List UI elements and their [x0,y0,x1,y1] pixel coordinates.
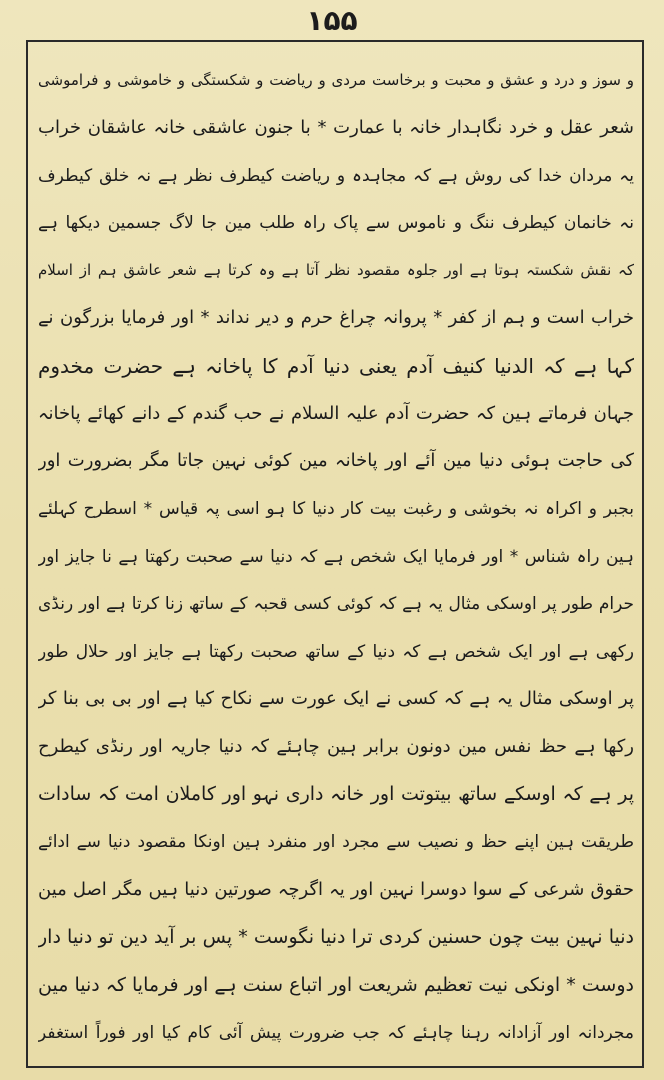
text-line: پر ہے کہ اوسکے ساتھ بیتوتت اور خانہ داری نہو اور کاملان امت کہ سادات [38,783,634,806]
text-line: شعر عقل و خرد نگاہدار خانہ با عمارت * با جنون عاشقی خانہ عاشقان خراب [38,116,634,138]
text-line: ہین راہ شناس * اور فرمایا ایک شخص ہے کہ دنیا سے صحبت رکھتا ہے نا جایز اور [38,546,634,567]
text-line: طریقت ہین اپنے حظ و نصیب سے مجرد اور منفرد ہین اونکا مقصود دنیا سے ادائے [38,832,634,853]
text-line: یہ مردان خدا کی روش ہے کہ مجاہدہ و ریاضت کیطرف نظر ہے نہ خلق کیطرف [38,165,634,186]
page-number: ۱۵۵ [306,4,358,37]
text-line: کی حاجت ہوئی دنیا مین آئے اور پاخانہ مین کوئی نہین جاتا مگر بضرورت اور [38,450,634,472]
text-line: جہان فرماتے ہین کہ حضرت آدم علیہ السلام نے حب گندم کے دانے کھائے پاخانہ [38,402,634,424]
text-line: حقوق شرعی کے سوا دوسرا نہین اور یہ اگرچہ صورتین دنیا ہیں مگر اصل مین [38,878,634,900]
text-line: کہا ہے کہ الدنیا کنیف آدم یعنی دنیا آدم کا پاخانہ ہے حضرت مخدوم [38,353,634,378]
text-line: رکھی ہے اور ایک شخص ہے کہ دنیا کے ساتھ صحبت رکھتا ہے جایز اور حلال طور [38,641,634,662]
text-line: خراب است و ہم از کفر * پروانہ چراغ حرم و دیر نداند * اور فرمایا بزرگون نے [38,307,634,329]
text-body [38,56,634,1056]
text-line: نہ خانمان کیطرف ننگ و ناموس سے پاک راہ طلب مین جا لاگ جسمین دیکھا ہے [38,213,634,234]
text-line: مجردانہ اور آزادانہ رہنا چاہئے کہ جب ضرورت پیش آئی کام کیا اور فوراً استغفر [38,1022,634,1043]
text-line: و سوز و درد و عشق و محبت و برخاست مردی و ریاضت و شکستگی و خاموشی و فراموشی [38,70,634,89]
text-line: دنیا نہین بیت چون حسنین کردی ترا دنیا نگوست * پس بر آید دین تو دنیا دار [38,926,634,949]
text-line: بجبر و اکراہ نہ بخوشی و رغبت بیت کار دنیا کا ہو اسی پہ قیاس * اسطرح کہلئے [38,498,634,519]
text-line: دوست * اونکی نیت تعظیم شریعت اور اتباع سنت ہے اور فرمایا کہ دنیا مین [38,973,634,996]
text-line: کہ نقش شکستہ ہوتا ہے اور جلوہ مقصود نظر آتا ہے وہ کرتا ہے شعر عاشق ہم از اسلام [38,261,634,280]
text-line: حرام طور پر اوسکی مثال یہ ہے کہ کوئی کسی قحبہ کے ساتھ زنا کرتا ہے اور رنڈی [38,594,634,615]
text-line: پر اوسکی مثال یہ ہے کہ کسی نے ایک عورت سے نکاح کیا ہے اور بی بی بنا کر [38,688,634,710]
text-line: رکھا ہے حظ نفس مین دونون برابر ہین چاہئے کہ دنیا جاریہ اور رنڈی کیطرح [38,736,634,758]
text-frame [26,40,644,1068]
